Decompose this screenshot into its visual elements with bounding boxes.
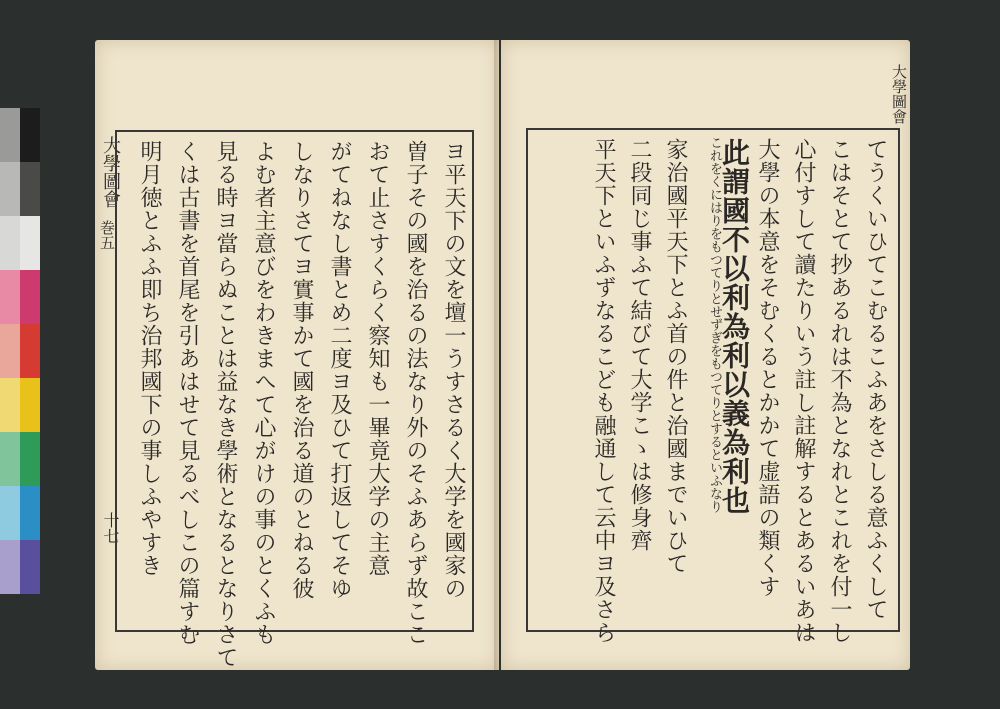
right-text-column: こはそとて抄あるれは不為となれとこれを付一し (827, 138, 852, 644)
left-text-frame (115, 130, 474, 669)
quotation-heading-column: 此謂國不以利為利以義為利也 (718, 138, 751, 515)
calibration-chip (0, 216, 20, 270)
left-text-column: 見る時ヨ當らぬことは益なき學術となるとなりさて (213, 140, 238, 669)
calibration-chip (20, 270, 40, 324)
left-margin-title: 大學圖會 (100, 136, 121, 208)
left-text-column: 明月徳とふふ即ち治邦國下の事しふやすき (137, 140, 162, 577)
left-page (95, 40, 499, 670)
left-volume-label: 巻五 (98, 220, 116, 250)
left-text-column: 曽子その國を治るの法なり外のそふあらず故ここ (403, 140, 428, 646)
calibration-chip (0, 378, 20, 432)
calibration-chip (0, 540, 20, 594)
calibration-chip (20, 540, 40, 594)
calibration-chip (20, 216, 40, 270)
right-page (501, 40, 910, 670)
calibration-chip (20, 378, 40, 432)
right-text-frame (526, 128, 900, 644)
right-text-column: 二段同じ事ふて結びて大学こゝは修身齊 (627, 138, 652, 552)
ruby-annotation: これをくにはりをもつてりとせずぎをもつてりとするといふなり (707, 136, 722, 513)
calibration-chip (20, 486, 40, 540)
left-text-column: おて止さすくらく察知も一畢竟大学の主意 (365, 140, 390, 577)
right-text-column: 平天下といふずなるこども融通して云中ヨ及さら (591, 138, 616, 644)
right-margin-title: 大學圖會 (890, 64, 908, 124)
calibration-chip (20, 162, 40, 216)
right-text-column: てうくいひてこむるこふあをさしる意ふくして (863, 138, 888, 621)
calibration-chip (20, 324, 40, 378)
color-calibration-strip (0, 108, 40, 594)
calibration-chip (20, 108, 40, 162)
left-text-column: ヨ平天下の文を壇一うすさるく大学を國家の (441, 140, 466, 600)
right-text-column: 大學の本意をそむくるとかかて虚語の類くす (755, 138, 780, 598)
left-text-column: がてねなし書とめ二度ヨ及ひて打返してそゆ (327, 140, 352, 600)
left-text-column: くは古書を首尾を引あはせて見るべしこの篇すむ (175, 140, 200, 646)
left-folio-number: 十七 (101, 512, 120, 544)
calibration-chip (0, 270, 20, 324)
calibration-chip (0, 486, 20, 540)
left-text-column: しなりさてヨ實事かて國を治る道のとねる彼 (289, 140, 314, 600)
left-text-column: よむ者主意びをわきまへて心がけの事のとくふも (251, 140, 276, 646)
right-text-column: 家治國平天下とふ首の件と治國までいひて (663, 138, 688, 575)
calibration-chip (20, 432, 40, 486)
calibration-chip (0, 432, 20, 486)
calibration-chip (0, 324, 20, 378)
calibration-chip (0, 162, 20, 216)
right-text-column: 心付すして讀たりいう註し註解するとあるいあは (791, 138, 816, 644)
calibration-chip (0, 108, 20, 162)
